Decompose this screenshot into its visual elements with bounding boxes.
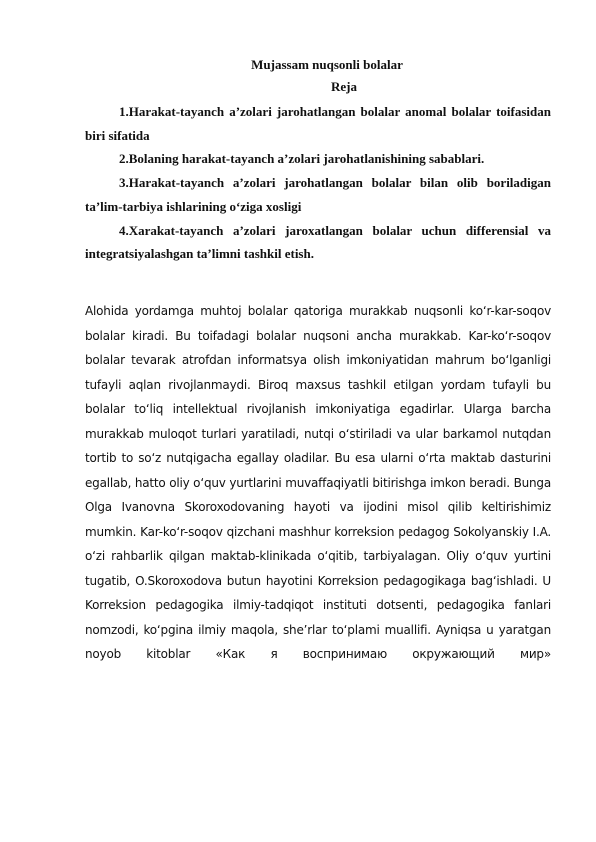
- plan-item: 3.Harakat-tayanch a’zolari jarohatlangan bolalar bilan olib boriladigan ta’lim-tarbiya ishlarining o‘ziga xosligi: [85, 175, 551, 214]
- plan-item: 1.Harakat-tayanch a’zolari jarohatlangan bolalar anomal bolalar toifasidan biri sifatida: [85, 104, 551, 143]
- plan-heading: Reja: [331, 79, 357, 94]
- body-text: [85, 299, 551, 667]
- plan-list: [85, 100, 551, 266]
- plan-item: 2.Bolaning harakat-tayanch a’zolari jarohatlanishining sabablari.: [119, 151, 485, 167]
- plan-item: 4.Xarakat-tayanch a’zolari jaroxatlangan bolalar uchun differensial va integratsiyalashgan ta’limni tashkil etish.: [85, 222, 551, 262]
- document-title: Mujassam nuqsonli bolalar: [251, 57, 403, 72]
- body-paragraph: Alohida yordamga muhtoj bolalar qatoriga murakkab nuqsonli ko‘r-kar-soqov bolalar kiradi. Bu toifadagi bolalar nuqsoni ancha murakkab. Kar-ko‘r-soqov bolalar tevarak atrofdan informatsya olish imkoniyatidan mahrum bo‘lganligi tufayli aqlan rivojlanmaydi. Biroq maxsus tashkil etilgan yordam tufayli bu bolalar to‘liq intellektual rivojlanish imkoniyatiga egadirlar. Ularga barcha murakkab muloqot turlari yaratiladi, nutqi o‘stiriladi va ular barkamol nutqdan tortib to so‘z nutqigacha egallay oladilar. Bu esa ularni o‘rta maktab dasturini egallab, hatto oliy o‘quv yurtlarini muvaffaqiyatli bitirishga imkon beradi. Bunga Olga Ivanovna Skoroxodovaning hayoti va ijodini misol qilib keltirishimiz mumkin. Kar-ko‘r-soqov qizchani mashhur korreksion pedagog Sokolyanskiy I.A. o‘zi rahbarlik qilgan maktab-klinikada o‘qitib, tarbiyalagan. Oliy o‘quv yurtini tugatib, O.Skoroxodova butun hayotini Korreksion pedagogikaga bag‘ishladi. U Korreksion pedagogika ilmiy-tadqiqot instituti dotsenti, pedagogika fanlari nomzodi, ko‘pgina ilmiy maqola, she’rlar to‘plami muallifi. Ayniqsa u yaratgan noyob kitoblar «Как я воспринимаю окружающий мир»: [85, 304, 551, 661]
